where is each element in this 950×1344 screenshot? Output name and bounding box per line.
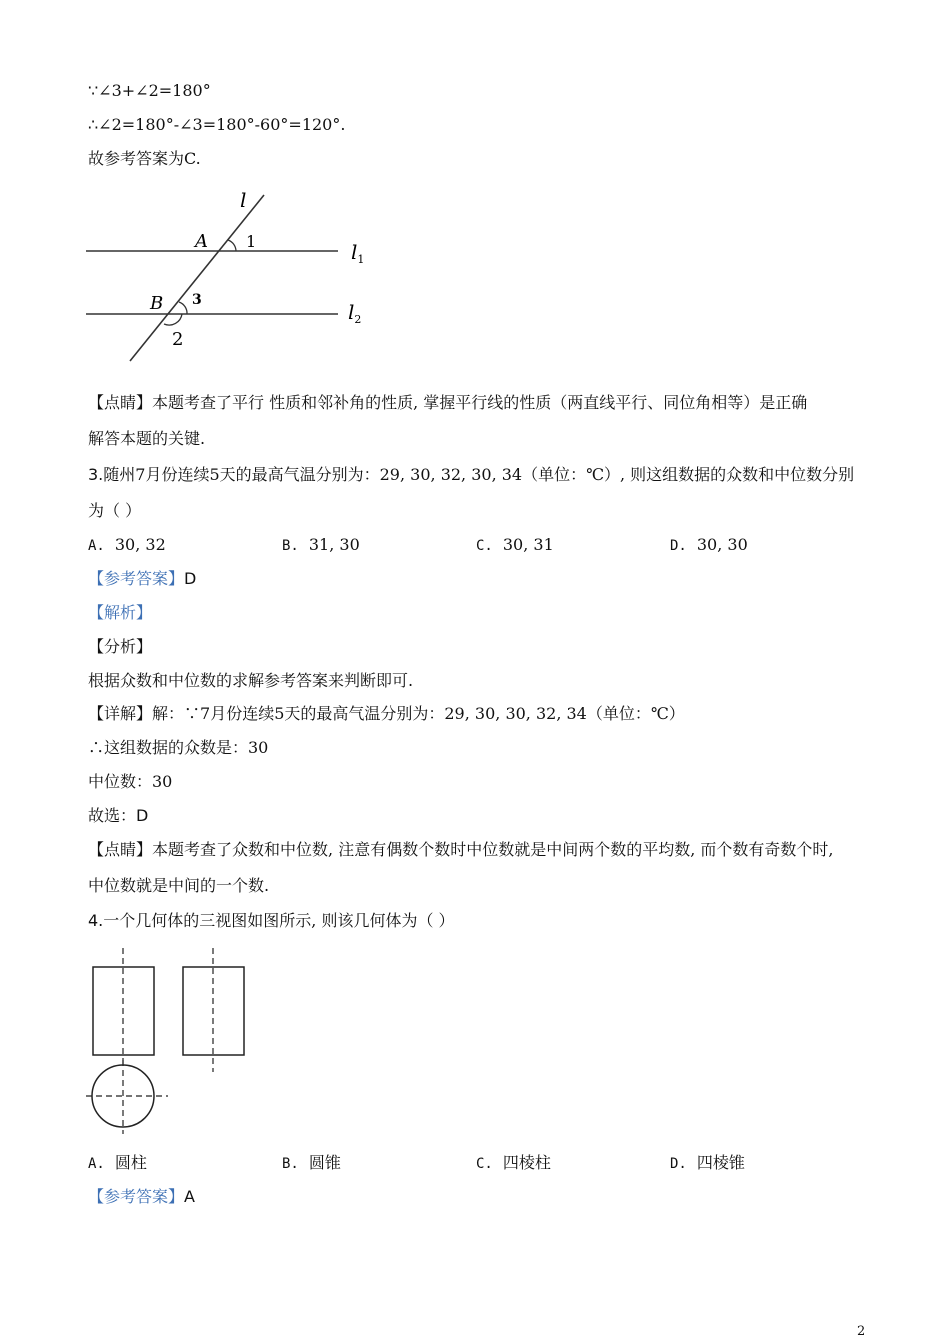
solution-line-3: 故参考答案为C. — [88, 149, 201, 168]
answer-tag: 【参考答案】 — [88, 569, 185, 588]
comment-line-1: 【点睛】本题考查了平行 性质和邻补角的性质, 掌握平行线的性质（两直线平行、同位角相等）是正确 — [88, 393, 808, 412]
q4-option-a: A. 圆柱 — [88, 1153, 147, 1172]
q3-option-b: B. 31, 30 — [282, 535, 360, 554]
parallel-lines-figure — [80, 185, 380, 370]
question-number: 4. — [88, 911, 104, 930]
q3-step-2: 中位数：30 — [88, 772, 173, 791]
question-number: 3. — [88, 465, 104, 484]
q4-answer: 【参考答案】A — [88, 1187, 195, 1206]
solution-line-2: ∴∠2=180°-∠3=180°-60°=120°. — [88, 115, 346, 134]
label-B: B — [150, 293, 164, 314]
comment-line-2: 解答本题的关键. — [88, 429, 206, 448]
three-view-figure — [80, 940, 280, 1140]
answer-tag: 【参考答案】 — [88, 1187, 185, 1206]
q3-step-3: 故选：D — [88, 806, 149, 825]
q4-option-d: D. 四棱锥 — [670, 1153, 745, 1172]
q3-analysis-tag: 【解析】 — [88, 603, 153, 622]
angle-1-arc — [228, 240, 236, 251]
angle-3-arc — [179, 302, 187, 314]
q4-option-b: B. 圆锥 — [282, 1153, 341, 1172]
page-number: 2 — [857, 1324, 866, 1339]
q3-comment-1: 【点睛】本题考查了众数和中位数, 注意有偶数个数时中位数就是中间两个数的平均数, 而个数有奇数个时, — [88, 840, 834, 859]
q3-step-1: ∴这组数据的众数是：30 — [88, 738, 269, 757]
q4-option-c: C. 四棱柱 — [476, 1153, 551, 1172]
label-angle-3: 3 — [192, 292, 202, 308]
label-l2: $l_2$ — [348, 300, 362, 326]
label-l: l — [240, 188, 247, 212]
q3-comment-2: 中位数就是中间的一个数. — [88, 876, 270, 895]
label-angle-2: 2 — [172, 329, 184, 350]
label-A: A — [195, 231, 208, 252]
comment-tag: 【点睛】 — [88, 393, 153, 412]
q3-option-d: D. 30, 30 — [670, 535, 748, 554]
q3-fenxi-text: 根据众数和中位数的求解参考答案来判断即可. — [88, 671, 414, 690]
solution-line-1: ∵∠3+∠2=180° — [88, 81, 211, 100]
q3-detail: 【详解】解：∵7月份连续5天的最高气温分别为：29, 30, 30, 32, 34（单位：℃） — [88, 704, 685, 723]
question-3-stem-cont: 为（ ） — [88, 501, 142, 520]
label-angle-1: 1 — [246, 232, 257, 251]
label-l1: $l_1$ — [351, 240, 365, 266]
transversal-l — [130, 195, 264, 361]
q3-option-c: C. 30, 31 — [476, 535, 554, 554]
q3-answer: 【参考答案】D — [88, 569, 197, 588]
question-3-stem: 3.随州7月份连续5天的最高气温分别为：29, 30, 32, 30, 34（单位：℃）, 则这组数据的众数和中位数分别 — [88, 465, 855, 484]
question-4-stem: 4.一个几何体的三视图如图所示, 则该几何体为（ ） — [88, 911, 455, 930]
q3-fenxi-tag: 【分析】 — [88, 637, 153, 656]
q3-option-a: A. 30, 32 — [88, 535, 166, 554]
